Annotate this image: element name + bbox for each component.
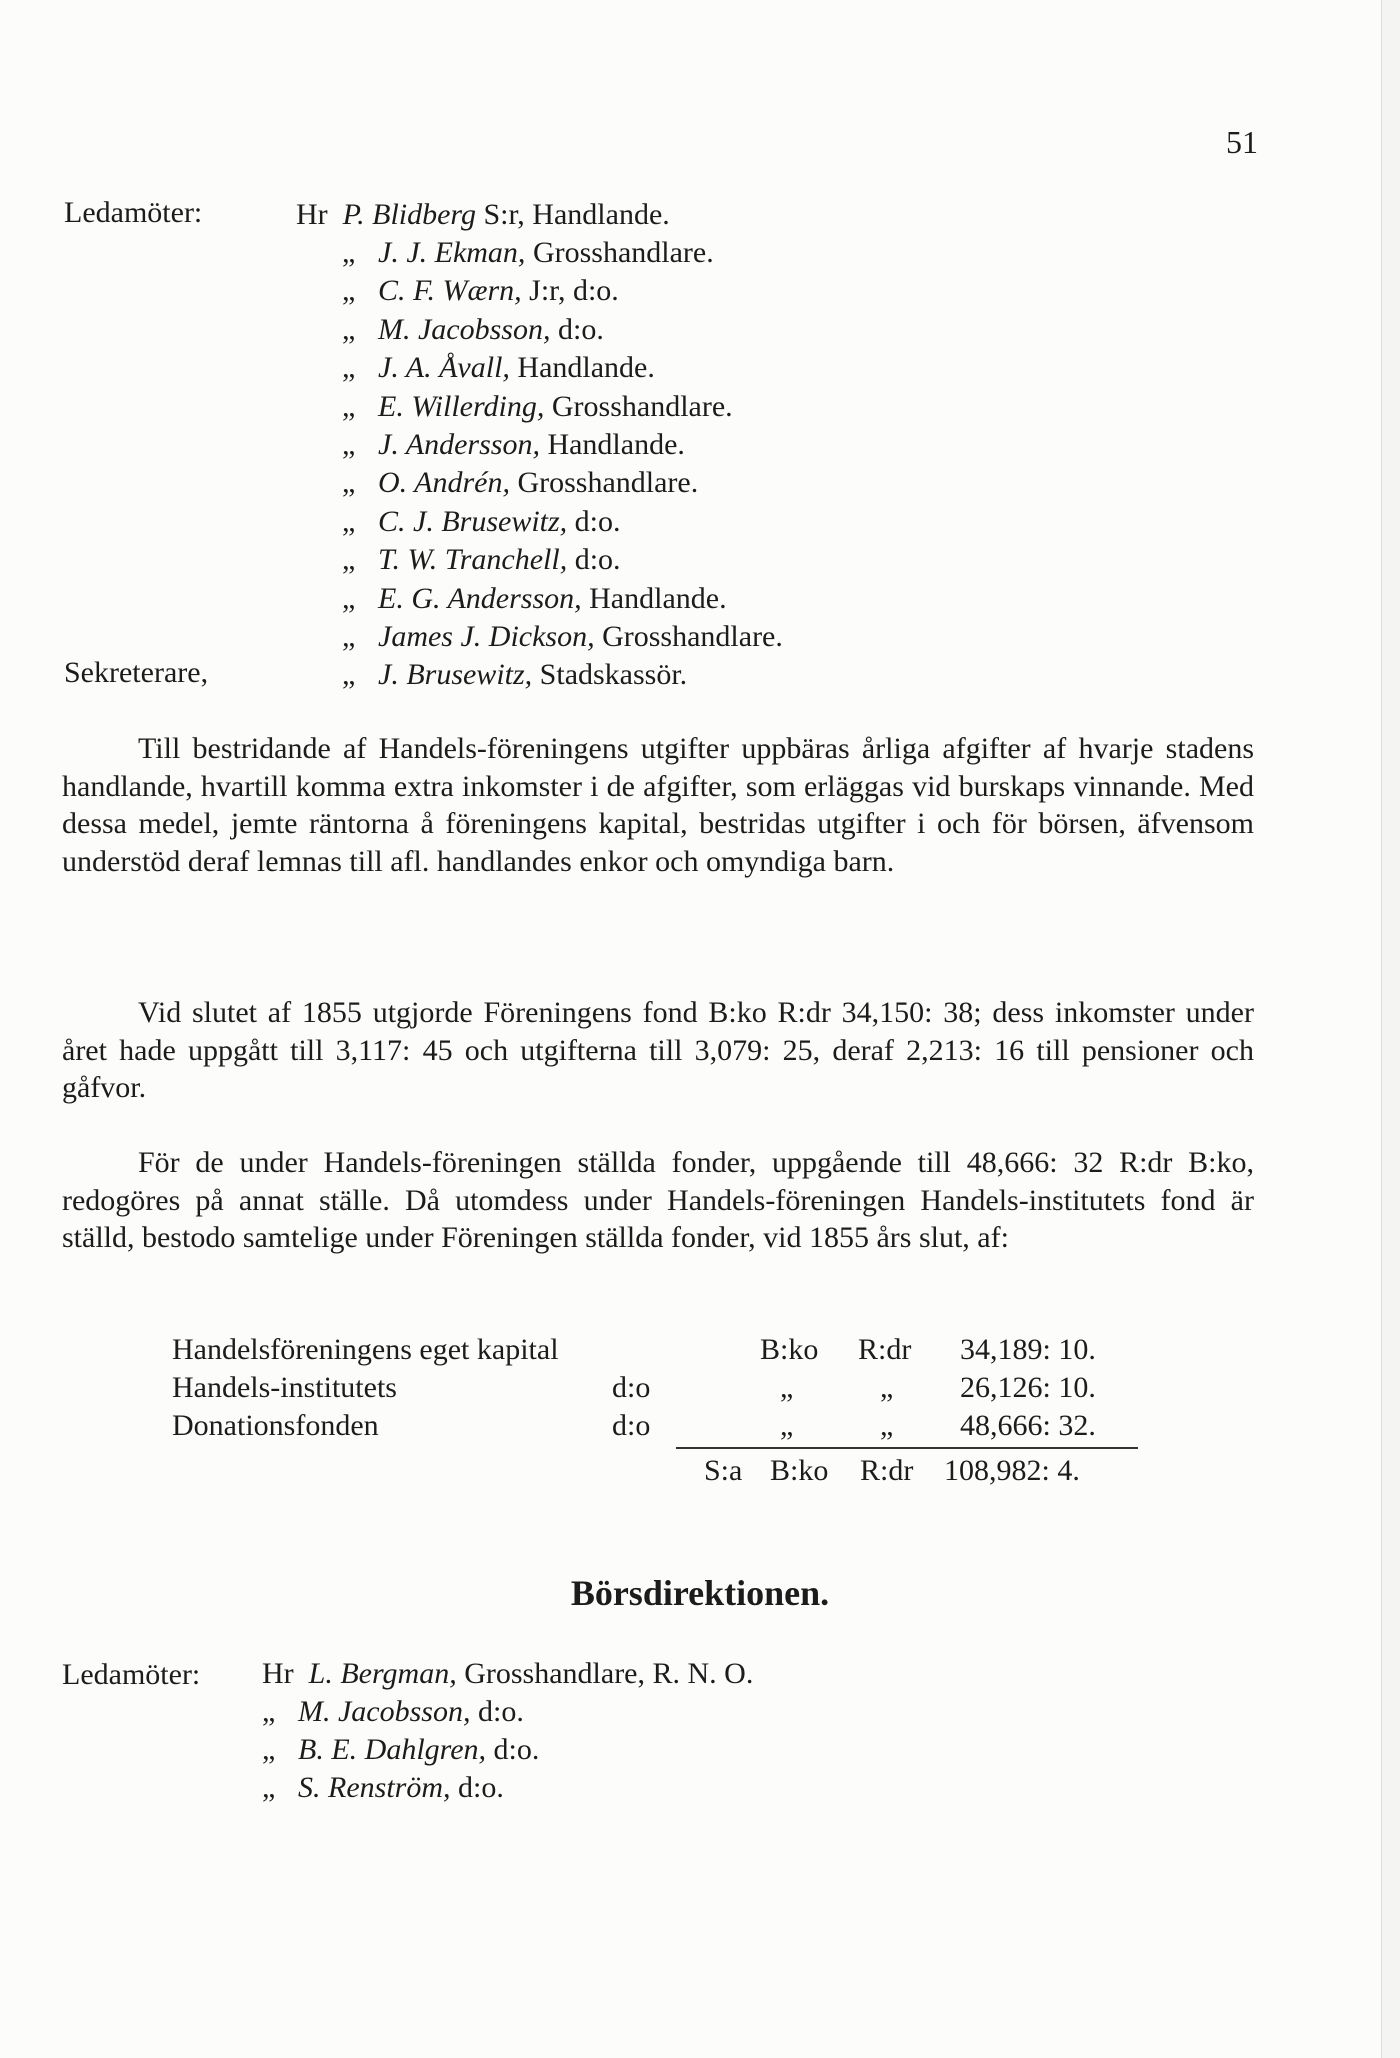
member-name: J. Brusewitz, xyxy=(378,658,533,692)
member-name: J. J. Ekman, xyxy=(378,236,526,269)
ditto-mark: „ xyxy=(342,466,356,500)
member-role: Handlande. xyxy=(547,428,685,461)
committee-member-row xyxy=(296,196,670,234)
sum-rule xyxy=(676,1447,1138,1449)
member-role: Handlande. xyxy=(517,351,655,385)
member-role: Grosshandlare. xyxy=(551,389,733,423)
board-member-row xyxy=(262,1731,539,1769)
sum-currency: B:ko xyxy=(770,1454,829,1487)
fund-ditto: d:o xyxy=(612,1409,651,1442)
ditto-mark: „ xyxy=(342,543,356,577)
paragraph xyxy=(62,994,1254,1107)
title-prefix: Hr xyxy=(262,1657,294,1690)
member-role: J:r, d:o. xyxy=(529,274,619,308)
committee-member-row xyxy=(342,580,727,618)
member-name: L. Bergman, xyxy=(308,1657,457,1690)
board-members-label: Ledamöter: xyxy=(62,1658,201,1691)
member-role: d:o. xyxy=(574,543,621,577)
ditto-mark: „ xyxy=(880,1409,894,1442)
page-edge xyxy=(1381,0,1400,2058)
paragraph-text: Till bestridande af Handels-föreningens utgifter uppbäras årliga afgifter af hvarje stadens handlande, hvartill komma extra inkomster i de afgifter, som erläggas vid burskaps vinnande. Med dessa medel, jemte räntorna å föreningens kapital, bestridas utgifter i och för börsen, äfvensom understöd deraf lemnas till afl. handlandes enkor och omyndiga barn. xyxy=(62,732,1254,878)
member-role: Grosshandlare. xyxy=(517,466,699,500)
ditto-mark: „ xyxy=(342,428,356,461)
ditto-mark: „ xyxy=(342,274,356,308)
ditto-mark: „ xyxy=(780,1409,794,1442)
committee-member-row xyxy=(342,656,687,694)
ditto-mark: „ xyxy=(262,1733,276,1766)
ditto-mark: „ xyxy=(342,658,356,692)
committee-member-row xyxy=(342,388,733,426)
member-name: E. G. Andersson, xyxy=(378,581,582,615)
ditto-mark: „ xyxy=(342,351,356,385)
member-role: d:o. xyxy=(557,312,604,346)
fund-name: Handelsföreningens eget kapital xyxy=(172,1333,559,1366)
member-name: E. Willerding, xyxy=(378,389,545,423)
member-name: M. Jacobsson, xyxy=(378,312,551,346)
board-member-row xyxy=(262,1655,753,1693)
committee-member-row xyxy=(342,464,698,502)
committee-member-row xyxy=(342,618,783,656)
ditto-mark: „ xyxy=(342,581,356,615)
committee-member-row xyxy=(342,234,714,272)
fund-name: Donationsfonden xyxy=(172,1409,379,1442)
ditto-mark: „ xyxy=(342,504,356,538)
member-role: d:o. xyxy=(493,1733,540,1766)
member-role: d:o. xyxy=(477,1695,524,1728)
members-label: Ledamöter: xyxy=(64,196,203,229)
committee-member-row xyxy=(342,426,685,464)
section-heading: Börsdirektionen. xyxy=(570,1573,830,1613)
secretary-label: Sekreterare, xyxy=(64,656,209,689)
paragraph xyxy=(62,730,1254,880)
committee-member-row xyxy=(342,503,621,541)
member-name: S. Renström, xyxy=(298,1771,451,1804)
member-role: S:r, Handlande. xyxy=(483,198,670,231)
board-member-row xyxy=(262,1693,524,1731)
fund-amount: 34,189: 10. xyxy=(960,1333,1096,1366)
fund-unit: R:dr xyxy=(858,1333,912,1366)
fund-amount: 26,126: 10. xyxy=(960,1371,1096,1404)
board-member-row xyxy=(262,1769,504,1807)
member-name: T. W. Tranchell, xyxy=(378,543,568,577)
member-name: C. F. Wærn, xyxy=(378,274,522,308)
member-role: Grosshandlare. xyxy=(532,236,714,269)
member-name: B. E. Dahlgren, xyxy=(298,1733,487,1766)
committee-member-row xyxy=(342,541,621,579)
fund-currency: B:ko xyxy=(760,1333,819,1366)
member-name: M. Jacobsson, xyxy=(298,1695,471,1728)
ditto-mark: „ xyxy=(342,236,356,269)
member-name: C. J. Brusewitz, xyxy=(378,504,568,538)
paragraph-text: För de under Handels-föreningen ställda fonder, uppgående till 48,666: 32 R:dr B:ko, redogöres på annat ställe. Då utomdess under Handels-föreningen Handels-institutets fond är ställd, bestodo samtelige under Föreningen ställda fonder, vid 1855 års slut, af: xyxy=(62,1146,1254,1254)
committee-member-row xyxy=(342,311,604,349)
member-role: Handlande. xyxy=(589,581,727,615)
fund-name: Handels-institutets xyxy=(172,1371,397,1404)
member-name: J. A. Åvall, xyxy=(378,351,510,385)
paragraph xyxy=(62,1144,1254,1257)
ditto-mark: „ xyxy=(262,1695,276,1728)
member-role: Grosshandlare, R. N. O. xyxy=(464,1657,754,1690)
title-prefix: Hr xyxy=(296,198,328,231)
ditto-mark: „ xyxy=(342,312,356,346)
committee-member-row xyxy=(342,272,619,310)
page-number: 51 xyxy=(1226,124,1258,160)
ditto-mark: „ xyxy=(342,389,356,423)
member-role: Stadskassör. xyxy=(539,658,688,692)
ditto-mark: „ xyxy=(780,1371,794,1404)
committee-member-row xyxy=(342,349,655,387)
ditto-mark: „ xyxy=(262,1771,276,1804)
member-name: O. Andrén, xyxy=(378,466,510,500)
member-role: d:o. xyxy=(458,1771,504,1804)
member-name: J. Andersson, xyxy=(378,428,540,461)
sum-amount: 108,982: 4. xyxy=(944,1454,1080,1487)
fund-ditto: d:o xyxy=(612,1371,651,1404)
member-role: Grosshandlare. xyxy=(602,620,783,653)
member-role: d:o. xyxy=(574,504,621,538)
paragraph-text: Vid slutet af 1855 utgjorde Föreningens fond B:ko R:dr 34,150: 38; dess inkomster under året hade uppgått till 3,117: 45 och utgifterna till 3,079: 25, deraf 2,213: 16 till pensioner och gåfvor. xyxy=(62,996,1254,1104)
sum-unit: R:dr xyxy=(860,1454,914,1487)
member-name: P. Blidberg xyxy=(342,198,476,231)
ditto-mark: „ xyxy=(342,620,356,653)
ditto-mark: „ xyxy=(880,1371,894,1404)
member-name: James J. Dickson, xyxy=(378,620,595,653)
fund-amount: 48,666: 32. xyxy=(960,1409,1096,1442)
sum-label: S:a xyxy=(704,1454,743,1487)
